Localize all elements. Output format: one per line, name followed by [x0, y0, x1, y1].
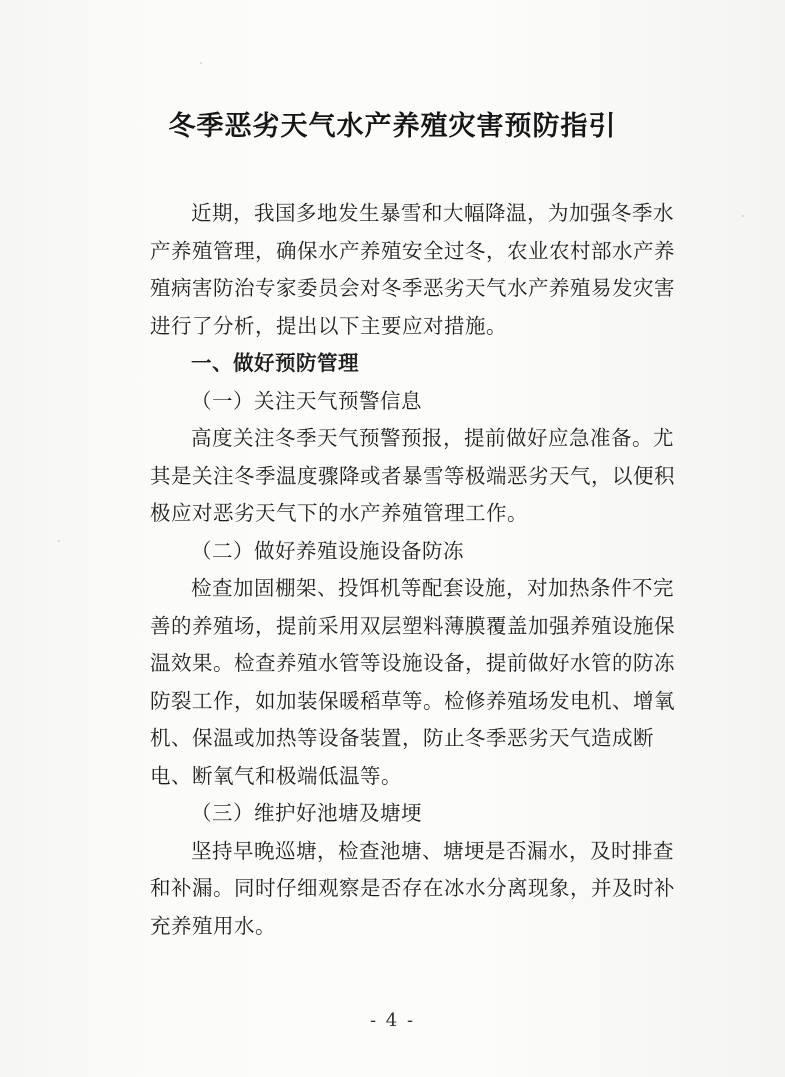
intro-paragraph: 近期，我国多地发生暴雪和大幅降温，为加强冬季水产养殖管理，确保水产养殖安全过冬，农业农村部水产养殖病害防治专家委员会对冬季恶劣天气水产养殖易发灾害进行了分析，提出以下主要应对措施。 — [150, 201, 675, 338]
intro-block — [150, 195, 690, 945]
subsection-2-text: 检查加固棚架、投饵机等配套设施，对加热条件不完善的养殖场，提前采用双层塑料薄膜覆盖加强养殖设施保温效果。检查养殖水管等设施设备，提前做好水管的防冻防裂工作，如加装保暖稻草等。检修养殖场发电机、增氧机、保温或加热等设备装置，防止冬季恶劣天气造成断电、断氧气和极端低温等。 — [150, 576, 675, 788]
section-1-heading: 一、做好预防管理 — [191, 351, 359, 375]
scan-speck — [742, 215, 744, 217]
subsection-1-heading: （一）关注天气预警信息 — [191, 388, 422, 413]
page-number: - 4 - — [369, 1010, 416, 1031]
subsection-3-text: 坚持早晚巡塘，检查池塘、塘埂是否漏水，及时排查和补漏。同时仔细观察是否存在冰水分离现象，并及时补充养殖用水。 — [150, 838, 675, 938]
subsection-3-heading: （三）维护好池塘及塘埂 — [191, 801, 422, 825]
document-title: 冬季恶劣天气水产养殖灾害预防指引 — [168, 111, 617, 142]
subsection-1-text: 高度关注冬季天气预警预报，提前做好应急准备。尤其是关注冬季温度骤降或者暴雪等极端恶劣天气，以便积极应对恶劣天气下的水产养殖管理工作。 — [150, 426, 675, 525]
scan-speck — [58, 540, 60, 542]
subsection-2-heading: （二）做好养殖设施设备防冻 — [191, 538, 464, 563]
scan-speck — [200, 62, 202, 64]
